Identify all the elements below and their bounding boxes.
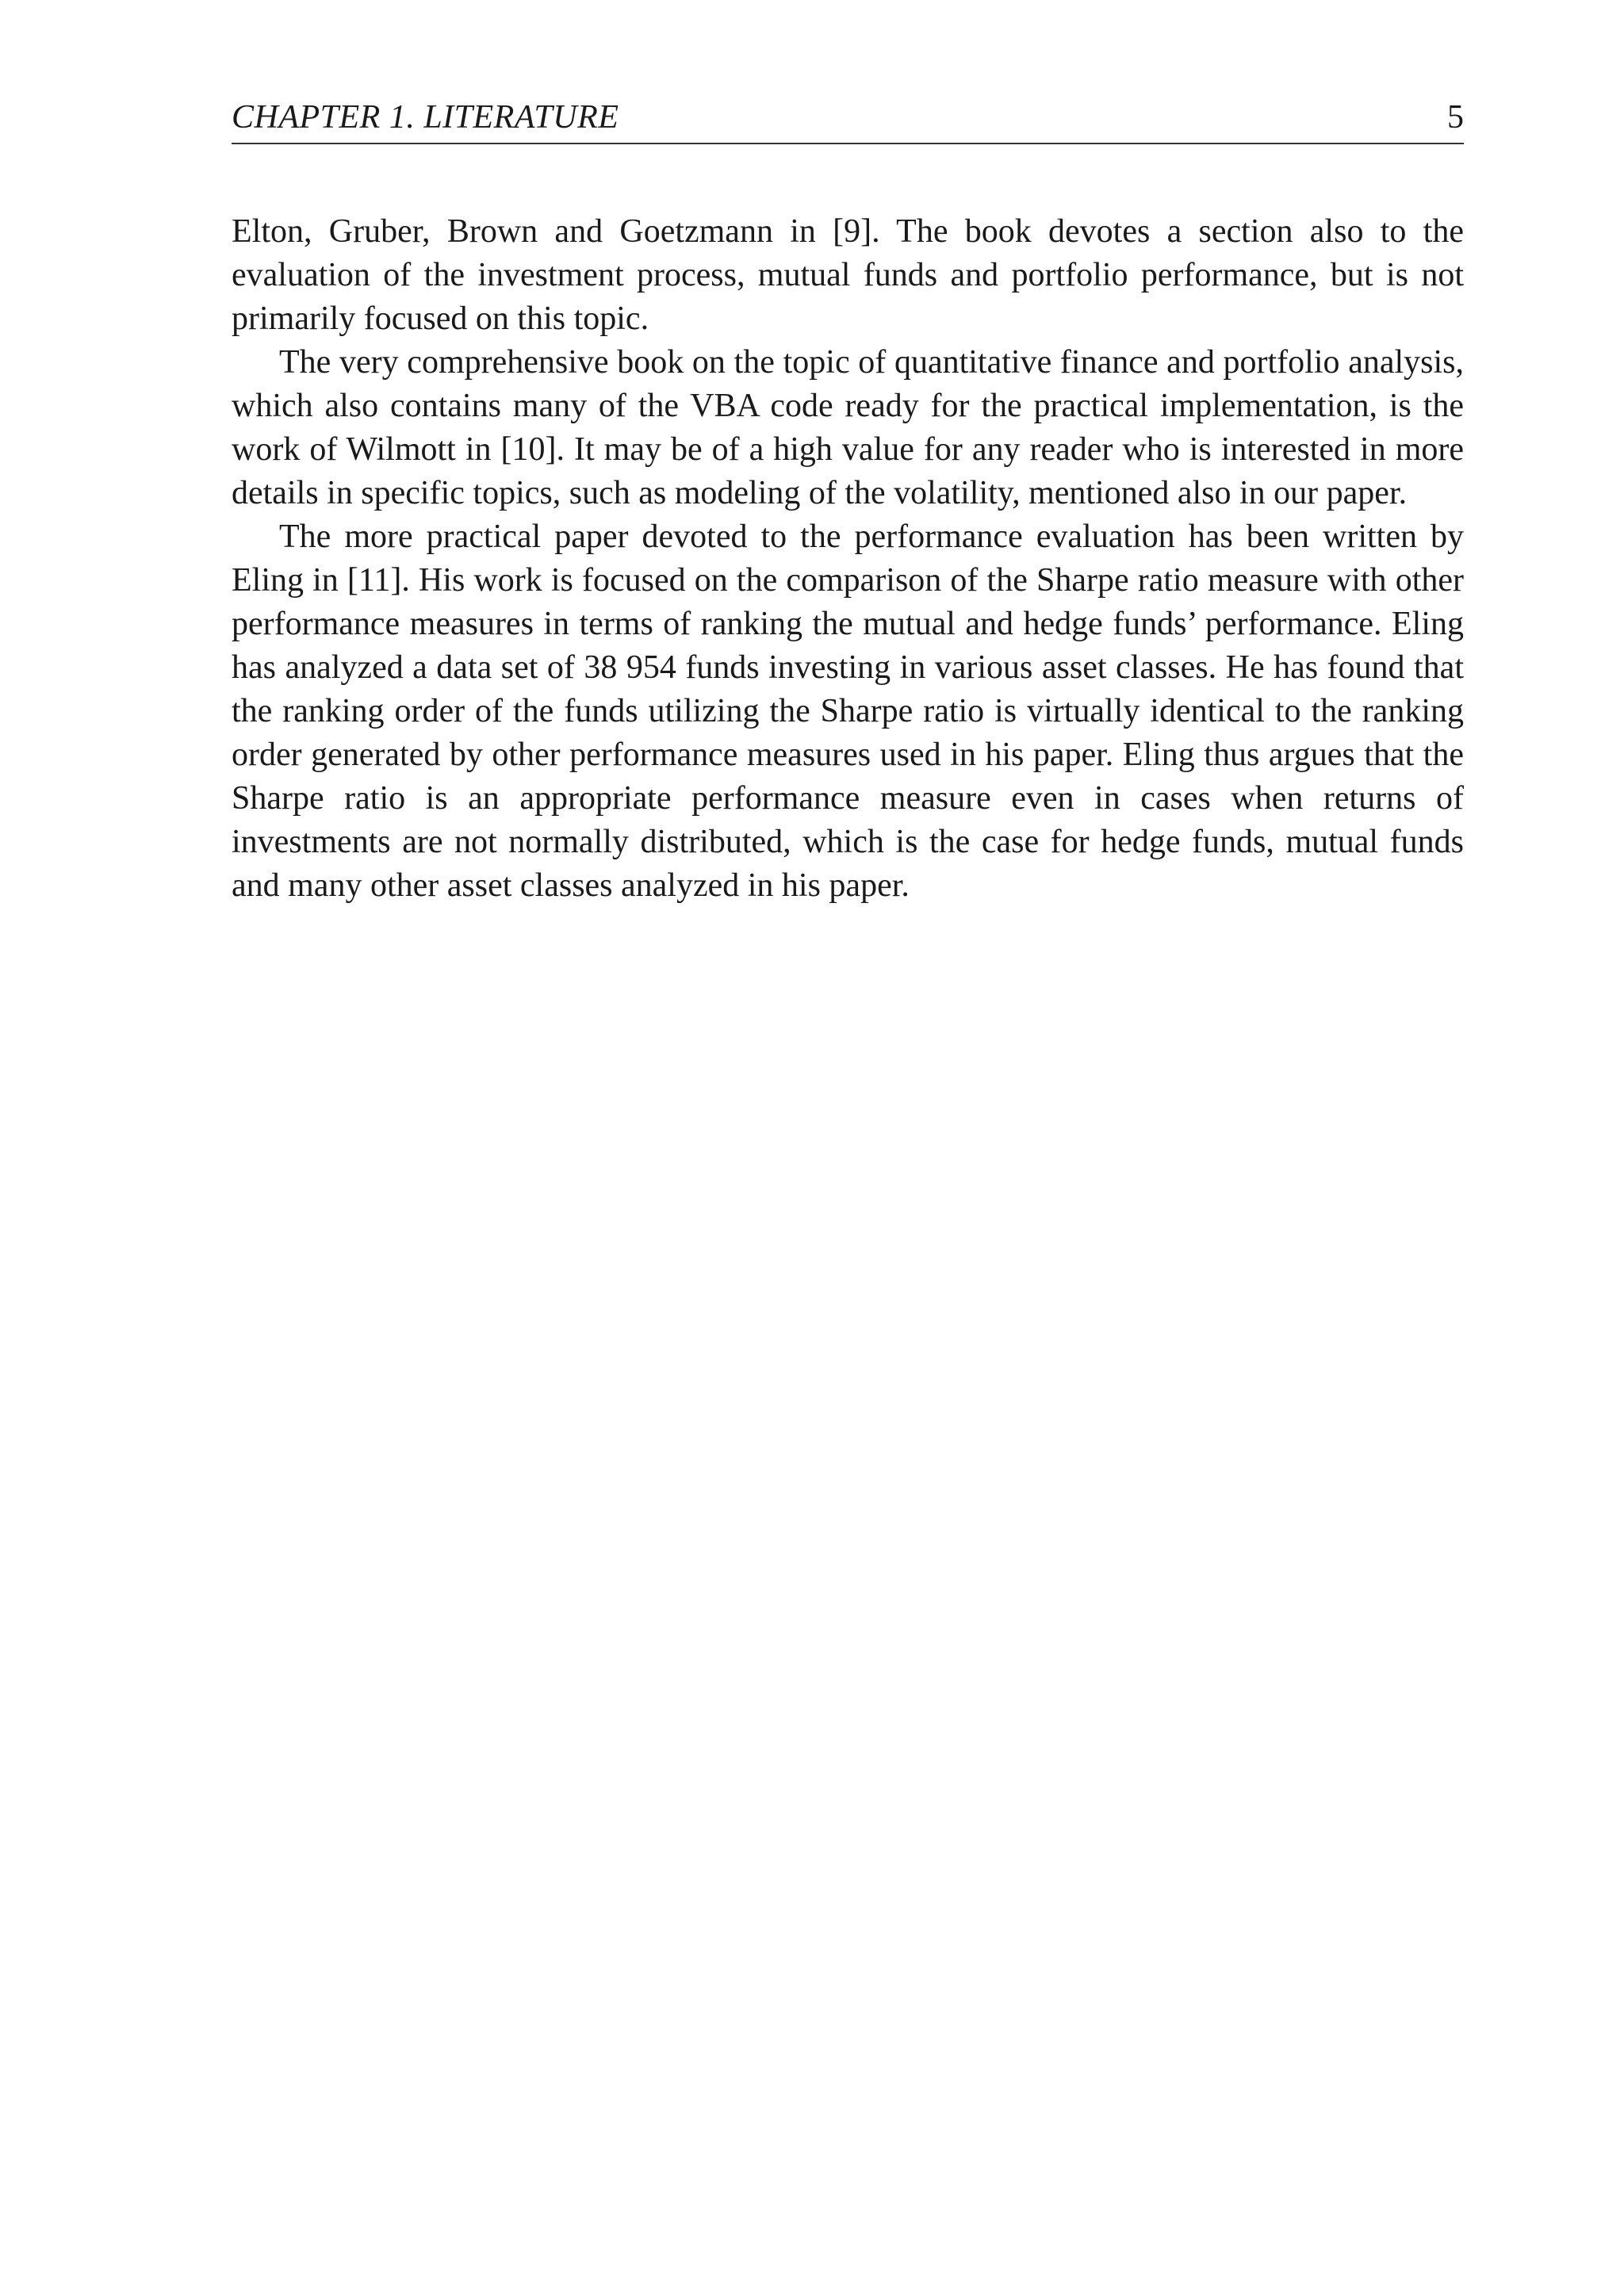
paragraph-2: The very comprehensive book on the topic of quantitative finance and portfolio analysis, which also contains many of the VBA code ready for the practical implementation, is the work of Wilmott in [10]. It may be of a high value for any reader who is interested in more details in specific topics, such as modeling of the volatility, mentioned also in our paper. — [232, 344, 1464, 511]
chapter-title: CHAPTER 1. LITERATURE — [232, 99, 619, 136]
paragraph-1: Elton, Gruber, Brown and Goetzmann in [9]. The book devotes a section also to the evaluation of the investment process, mutual funds and portfolio performance, but is not primarily focused on this topic. — [232, 213, 1464, 337]
body-text — [232, 210, 1464, 908]
paragraph-3: The more practical paper devoted to the performance evaluation has been written by Eling in [11]. His work is focused on the comparison of the Sharpe ratio measure with other performance measures in terms of ranking the mutual and hedge funds’ performance. Eling has analyzed a data set of 38 954 funds investing in various asset classes. He has found that the ranking order of the funds utilizing the Sharpe ratio is virtually identical to the ranking order generated by other performance measures used in his paper. Eling thus argues that the Sharpe ratio is an appropriate performance measure even in cases when returns of investments are not normally distributed, which is the case for hedge funds, mutual funds and many other asset classes analyzed in his paper. — [232, 519, 1464, 904]
running-header — [232, 94, 1464, 144]
page-number: 5 — [1447, 99, 1464, 136]
